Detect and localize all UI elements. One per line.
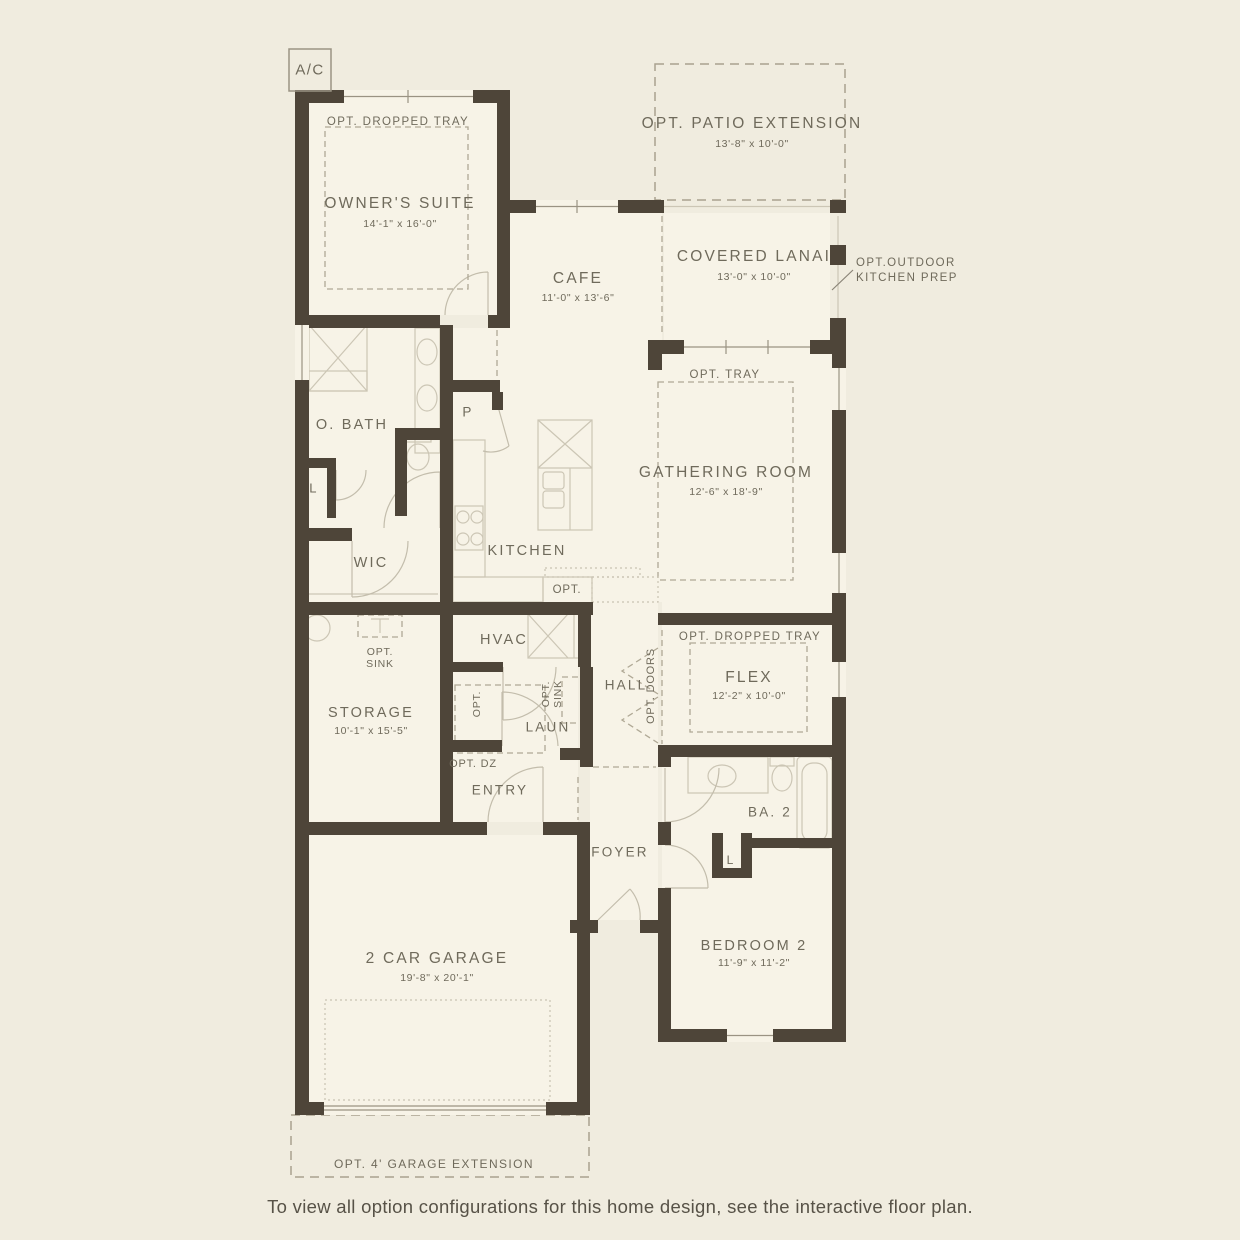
storage-dims: 10'-1" x 15'-5" bbox=[334, 725, 408, 737]
bedroom2-label: BEDROOM 2 bbox=[700, 938, 808, 954]
linen-closet-1-label: L bbox=[309, 480, 319, 496]
gathering-room-dims: 12'-6" x 18'-9" bbox=[689, 486, 763, 498]
flex-dims: 12'-2" x 10'-0" bbox=[712, 690, 786, 702]
entry-label: ENTRY bbox=[471, 782, 529, 798]
storage-opt-sink-label-line1: OPT. bbox=[366, 646, 394, 658]
bedroom2-dims: 11'-9" x 11'-2" bbox=[717, 957, 791, 969]
patio-extension-label: OPT. PATIO EXTENSION bbox=[641, 115, 863, 132]
laundry-opt-sink-label-line2: SINK bbox=[552, 680, 564, 708]
gathering-room-label: GATHERING ROOM bbox=[638, 464, 814, 481]
ac-label: A/C bbox=[295, 61, 325, 79]
bath2-label: BA. 2 bbox=[747, 804, 793, 820]
foyer-label: FOYER bbox=[591, 844, 649, 860]
garage-extension-label: OPT. 4' GARAGE EXTENSION bbox=[334, 1157, 534, 1171]
storage-label: STORAGE bbox=[327, 705, 415, 721]
hvac-label: HVAC bbox=[479, 632, 529, 648]
outdoor-kitchen-label-line2: KITCHEN PREP bbox=[856, 272, 958, 284]
hall-label: HALL bbox=[604, 677, 648, 693]
covered-lanai-dims: 13'-0" x 10'-0" bbox=[717, 271, 791, 283]
laundry-opt-label: OPT. bbox=[471, 690, 483, 718]
patio-extension-dims: 13'-8" x 10'-0" bbox=[715, 138, 789, 150]
garage-label: 2 CAR GARAGE bbox=[365, 950, 509, 967]
owners-bath-label: O. BATH bbox=[315, 417, 389, 433]
covered-lanai-label: COVERED LANAI bbox=[676, 248, 832, 265]
owners-suite-dims: 14'-1" x 16'-0" bbox=[363, 218, 437, 230]
footer-note: To view all option configurations for this home design, see the interactive floor plan. bbox=[267, 1196, 973, 1217]
flex-opt-tray-label: OPT. DROPPED TRAY bbox=[678, 631, 822, 643]
storage-opt-sink-label-line2: SINK bbox=[366, 658, 394, 670]
cafe-label: CAFE bbox=[552, 270, 604, 287]
kitchen-label: KITCHEN bbox=[487, 543, 567, 559]
kitchen-opt-label: OPT. bbox=[552, 584, 582, 596]
linen-closet-2-label: L bbox=[726, 853, 736, 867]
outdoor-kitchen-leader-line bbox=[832, 270, 853, 290]
outdoor-kitchen-label-line1: OPT.OUTDOOR bbox=[856, 257, 956, 269]
opt-doors-label: OPT. DOORS bbox=[645, 648, 657, 724]
opt-dz-label: OPT. DZ bbox=[449, 758, 497, 770]
garage-dims: 19'-8" x 20'-1" bbox=[400, 972, 474, 984]
pantry-label: P bbox=[462, 404, 474, 420]
laundry-opt-sink-label-line1: OPT. bbox=[540, 680, 552, 708]
owners-suite-opt-tray-label: OPT. DROPPED TRAY bbox=[326, 116, 470, 128]
wic-label: WIC bbox=[353, 555, 389, 571]
owners-suite-label: OWNER'S SUITE bbox=[324, 195, 476, 212]
cafe-dims: 11'-0" x 13'-6" bbox=[541, 292, 615, 304]
laundry-label: LAUN bbox=[525, 719, 571, 735]
flex-label: FLEX bbox=[725, 669, 773, 686]
gathering-opt-tray-label: OPT. TRAY bbox=[689, 369, 761, 381]
